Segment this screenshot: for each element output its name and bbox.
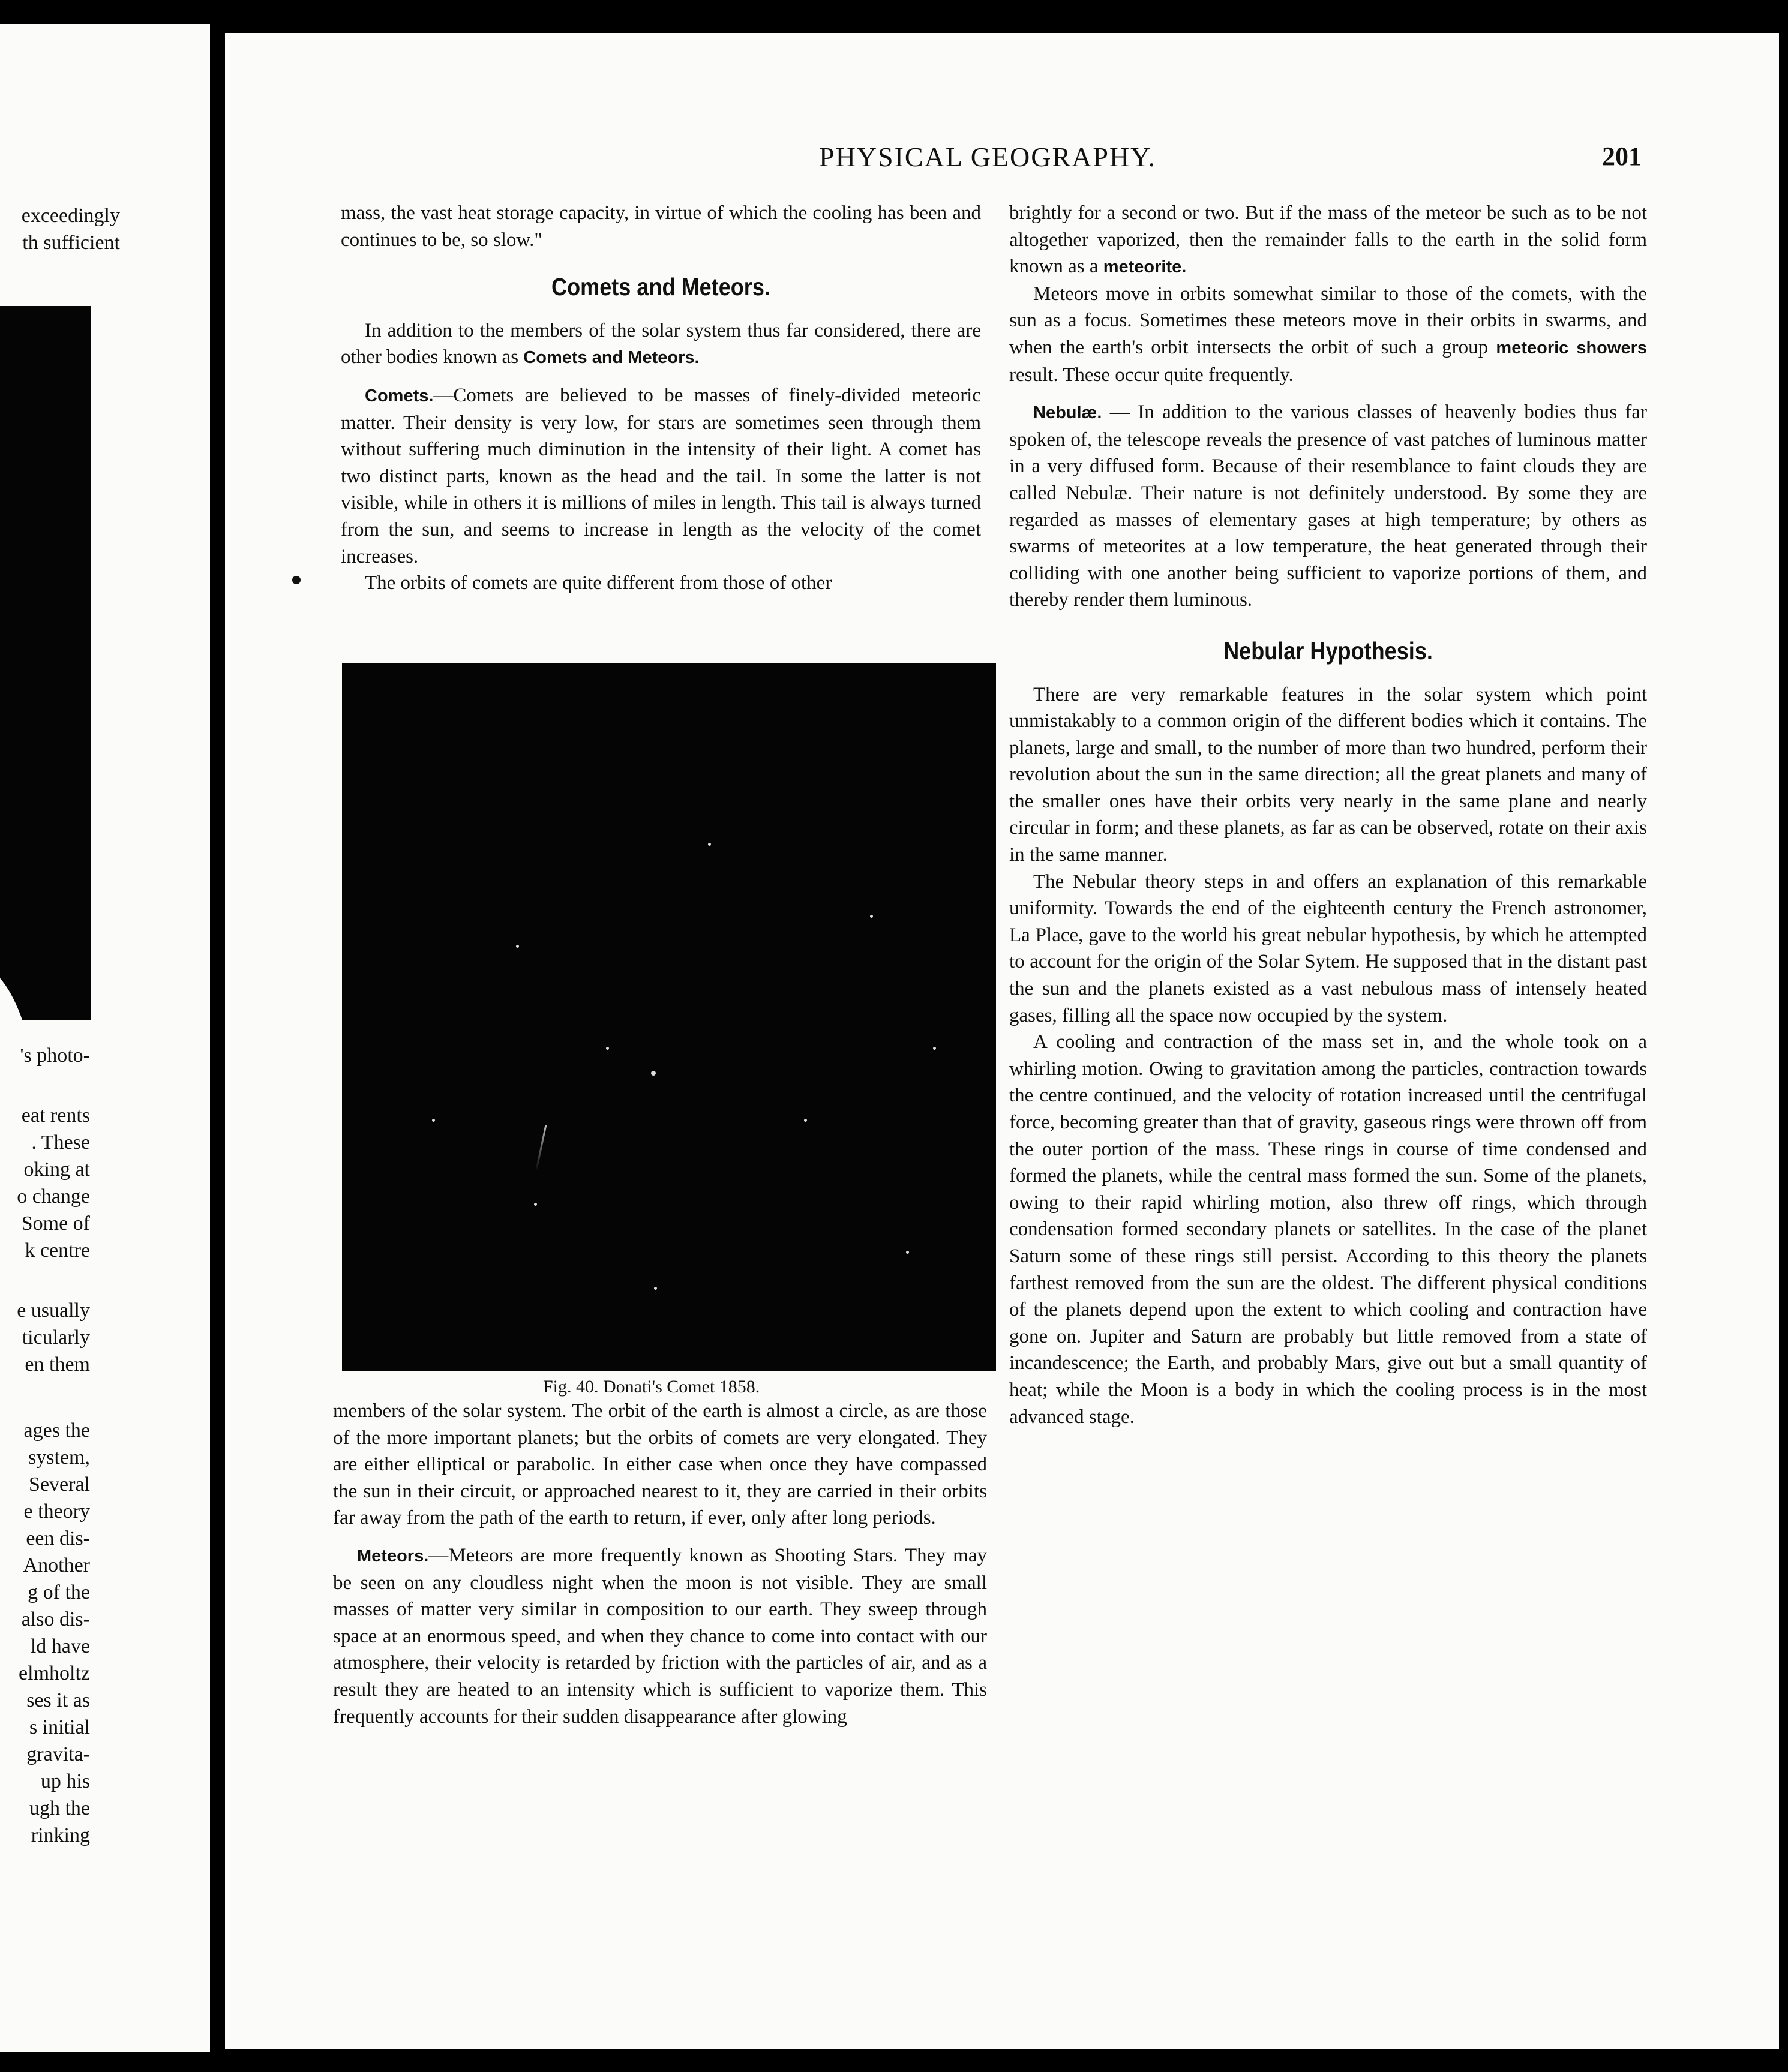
left-page-line: ses it as bbox=[26, 1689, 90, 1711]
comet-tail bbox=[535, 1125, 547, 1173]
meteoric-showers-term: meteoric showers bbox=[1496, 338, 1647, 358]
left-page-line: system, bbox=[28, 1446, 90, 1469]
nebular-paragraph-2: The Nebular theory steps in and offers an explanation of this remarkable uniformity. Towards the end of the eighteenth century the French astronomer, La Place, gave to the world his great nebular hypothesis, by which he attempted to account for the origin of the Solar Sytem. He supposed that in the distant past the sun and the planets existed as a vast nebulous mass of intensely heated gases, filling all the space now occupied by the system. bbox=[1009, 870, 1647, 1026]
meteorite-term: meteorite. bbox=[1103, 257, 1187, 277]
left-page-line: Several bbox=[29, 1473, 90, 1496]
orbits-paragraph-continued: members of the solar system. The orbit of the earth is almost a circle, as are those of the more important planets; but the orbits of comets are very elongated. They are either elliptical or parabolic. In either case when once they have compassed the sun in their circuit, or approached nearest to it, they are carried in their orbits far away from the path of the earth to return, if ever, only after long periods. bbox=[333, 1400, 987, 1529]
left-page-line: ld have bbox=[30, 1635, 90, 1657]
left-page-line: g of the bbox=[28, 1581, 90, 1603]
left-page-fragment bbox=[0, 24, 210, 2052]
column-1-top bbox=[341, 200, 981, 597]
meteors-paragraph: Meteors.—Meteors are more frequently known as Shooting Stars. They may be seen on any cloudless night when the moon is not visible. They are small masses of matter very similar in composition to our earth. They sweep through space at an enormous speed, and when they chance to come into contact with our atmosphere, their velocity is retarded by friction with the particles of air, and as a result they are heated to an intensity which is sufficient to vaporize them. This frequently accounts for their sudden disappearance after glowing bbox=[333, 1544, 987, 1728]
intro-paragraph: In addition to the members of the solar system thus far considered, there are other bodies known as Comets and Meteors. bbox=[341, 319, 981, 368]
figure-donati-comet bbox=[342, 663, 996, 1371]
left-page-line: oking at bbox=[23, 1158, 90, 1181]
figure-star bbox=[432, 1119, 435, 1122]
left-page-line: eat rents bbox=[21, 1104, 90, 1127]
figure-star bbox=[804, 1119, 807, 1122]
comets-lead: Comets. bbox=[365, 386, 434, 406]
left-page-line: Another bbox=[23, 1554, 90, 1576]
left-page-line: een dis- bbox=[26, 1527, 90, 1550]
intro-bold-term: Comets and Meteors. bbox=[523, 348, 700, 368]
left-page-line: . These bbox=[31, 1131, 90, 1154]
left-page-line: e usually bbox=[17, 1299, 90, 1322]
column-1-bottom bbox=[333, 1398, 987, 1730]
figure-star bbox=[708, 843, 711, 846]
page-number: 201 bbox=[1602, 142, 1642, 171]
nebular-paragraph-3: A cooling and contraction of the mass set in, and the whole took on a whirling motion. Owing to gravitation among the particles, contraction towards the centre continued, and the velocity of rotation increased until the centrifugal force, becoming greater than that of gravity, gaseous rings were thrown off from the outer portion of the mass. These rings in course of time condensed and formed the planets, while the central mass formed the sun. Some of the planets, owing to their rapid whirling motion, also threw off rings, which through condensation formed secondary planets or satellites. In the case of the planet Saturn some of these rings still persist. According to this theory the planets farthest removed from the sun are the oldest. The different physical conditions of the planets depend upon the extent to which cooling and contraction have gone on. Jupiter and Saturn are probably but little removed from a state of incandescence; the Earth, and probably Mars, give out but a small quantity of heat; while the Moon is a body in which the cooling process is in the most advanced stage. bbox=[1009, 1031, 1647, 1428]
left-page-line: th sufficient bbox=[22, 232, 120, 254]
left-page-line: ticularly bbox=[22, 1326, 90, 1349]
left-page-line: up his bbox=[40, 1770, 90, 1792]
left-page-line: Some of bbox=[21, 1212, 90, 1235]
page bbox=[225, 33, 1779, 2049]
left-page-line: also dis- bbox=[21, 1608, 90, 1630]
section-heading-comets-meteors: Comets and Meteors. bbox=[551, 273, 770, 301]
figure-star bbox=[516, 945, 519, 948]
margin-dot bbox=[292, 576, 301, 584]
left-page-line: s initial bbox=[29, 1716, 90, 1738]
left-page-line: en them bbox=[25, 1353, 90, 1376]
left-page-line: o change bbox=[17, 1185, 90, 1208]
left-page-line: ages the bbox=[23, 1419, 90, 1442]
figure-star bbox=[534, 1203, 537, 1206]
comet-head bbox=[651, 1071, 656, 1076]
figure-star bbox=[654, 1287, 657, 1290]
opening-paragraph: mass, the vast heat storage capacity, in virtue of which the cooling has been and continues to be, so slow." bbox=[341, 202, 981, 251]
meteors-paragraph-continued: brightly for a second or two. But if the mass of the meteor be such as to be not altogether vaporized, then the remainder falls to the earth in the solid form known as a meteorite. bbox=[1009, 202, 1647, 278]
left-page-line: rinking bbox=[31, 1824, 90, 1846]
left-page-line: elmholtz bbox=[19, 1662, 90, 1684]
column-2 bbox=[1009, 200, 1647, 1430]
left-page-line: 's photo- bbox=[20, 1044, 90, 1067]
figure-star bbox=[906, 1251, 909, 1254]
left-page-line: e theory bbox=[23, 1500, 90, 1523]
orbits-paragraph-start: The orbits of comets are quite different from those of other bbox=[365, 572, 832, 594]
nebular-paragraph-1: There are very remarkable features in the solar system which point unmistakably to a common origin of the different bodies which it contains. The planets, large and small, to the number of more than two hundred, perform their revolution about the sun in the same direction; all the great planets and many of the smaller ones have their orbits very nearly in the same plane and nearly circular in form; and these planets, as far as can be observed, rotate on their axis in the same manner. bbox=[1009, 683, 1647, 866]
left-page-line: gravita- bbox=[26, 1743, 90, 1765]
figure-star bbox=[870, 915, 873, 918]
figure-star bbox=[933, 1047, 936, 1050]
section-heading-nebular-hypothesis: Nebular Hypothesis. bbox=[1223, 636, 1433, 665]
meteors-lead: Meteors. bbox=[357, 1546, 429, 1566]
left-page-line: ugh the bbox=[29, 1797, 90, 1819]
running-header: PHYSICAL GEOGRAPHY. bbox=[819, 142, 1156, 172]
nebulae-lead: Nebulæ. bbox=[1033, 403, 1102, 423]
figure-star bbox=[606, 1047, 609, 1050]
comets-paragraph: Comets.—Comets are believed to be masses of finely-divided meteoric matter. Their density is very low, for stars are sometimes seen through them without suffering much diminution in the intensity of their light. A comet has two distinct parts, known as the head and the tail. In some the latter is not visible, while in others it is millions of miles in length. This tail is always turned from the sun, and seems to increase in length as the velocity of the comet increases. bbox=[341, 384, 981, 567]
left-page-line: exceedingly bbox=[21, 205, 120, 227]
left-page-line: k centre bbox=[25, 1239, 90, 1262]
left-page-photo bbox=[0, 306, 91, 1020]
meteor-orbits-paragraph: Meteors move in orbits somewhat similar to those of the comets, with the sun as a focus. Sometimes these meteors move in their orbits in swarms, and when the earth's orbit intersects the orbit of such a group meteoric showers result. These occur quite frequently. bbox=[1009, 283, 1647, 386]
nebulae-paragraph: Nebulæ. — In addition to the various classes of heavenly bodies thus far spoken of, the telescope reveals the presence of vast patches of luminous matter in a very diffused form. Because of their resemblance to faint clouds they are called Nebulæ. Their nature is not definitely understood. By some they are regarded as masses of elementary gases at high temperature; by others as swarms of meteorites at a low temperature, the heat generated through their colliding with one another being sufficient to vaporize portions of them, and thereby render them luminous. bbox=[1009, 401, 1647, 611]
figure-caption: Fig. 40. Donati's Comet 1858. bbox=[543, 1377, 760, 1397]
